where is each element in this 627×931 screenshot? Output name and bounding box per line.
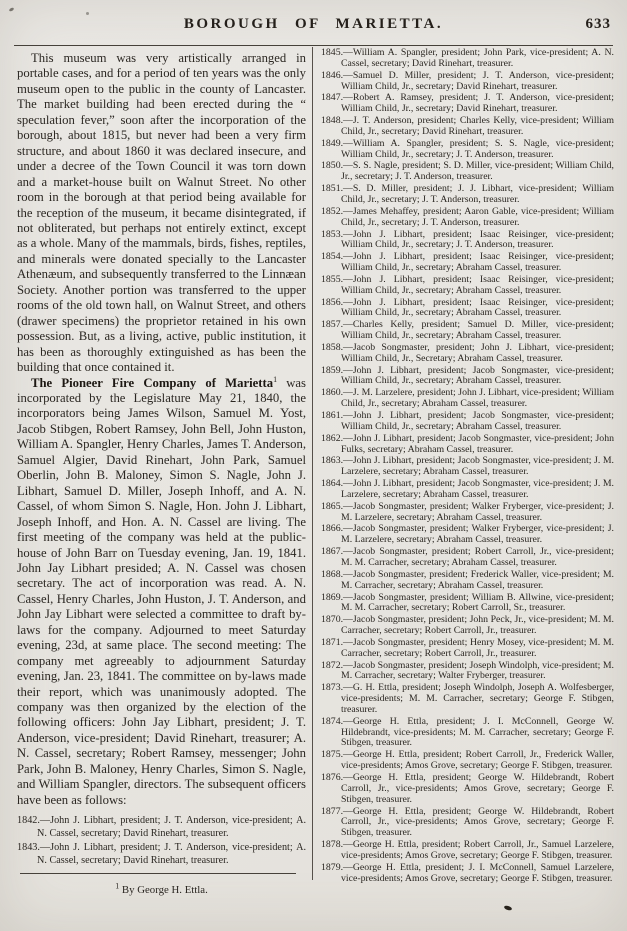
officer-entry	[321, 502, 614, 524]
entry-text: —George H. Ettla, president; J. I. McConnell, Samuel Larzelere, vice-presidents; Amos Grove, secretary; George F. Stibgen, treasurer.	[341, 861, 614, 884]
entry-text: —Jacob Songmaster, president; William B. Allwine, vice-president; M. M. Carracher, secretary; Robert Carroll, Sr., treasurer.	[341, 591, 614, 614]
footnote-marker: 1	[273, 374, 278, 384]
museum-paragraph: This museum was very artistically arranged in portable cases, and for a period of ten years was the only museum open to the public in the county of Lancaster. The market building had been erected during the “ speculation fever,” soon after the incorporation of the borough, about 1815, but never had been a very firm structure, and about 1860 it was declared insecure, and under a decree of the Town Council it was torn down and a market-house built on Walnut Street. No other room in the borough at that period being available for the reception of the museum, it became disintegrated, if not obliterated, but perhaps not entirely extinct, except as a whole. Many of the mammals, birds, fishes, reptiles, and minerals were donated specially to the Lancaster Athenæum, and subsequently transferred to the Linnæan Society. Another portion was transferred to the upper rooms of the old town hall, on Walnut Street, and others (drawer specimens) the proprietor retained in his own possession. But, as a living, active, public institution, it has been as thoroughly extinguished as has been the building that once contained it.	[17, 51, 306, 375]
entry-text: —George H. Ettla, president; Robert Carroll, Jr., Samuel Larzelere, vice-presidents; Amos Grove, secretary; George F. Stibgen, treasurer.	[341, 839, 614, 861]
entry-text: —George H. Ettla, president; George W. Hildebrandt, Robert Carroll, Jr., vice-presidents; Amos Grove, secretary; George F. Stibgen, treasurer.	[341, 772, 614, 805]
entry-year: 1858.	[321, 341, 344, 353]
entry-text: —Jacob Songmaster, president; Frederick Waller, vice-president; M. M. Carracher, secretary; Abraham Cassel, treasurer.	[341, 568, 614, 591]
officer-entry	[321, 683, 614, 716]
entry-year: 1863.	[321, 455, 344, 467]
footnote	[17, 881, 306, 896]
officer-entry	[321, 116, 614, 138]
entry-text: —G. H. Ettla, president; Joseph Windolph, Joseph A. Wolfesberger, vice-presidents; M. M. Carracher, secretary; George F. Stibgen, treasurer.	[341, 682, 614, 715]
entry-text: —James Mehaffey, president; Aaron Gable, vice-president; William Child, Jr., secretary; J. T. Anderson, treasurer.	[341, 205, 614, 228]
entry-text: —Samuel D. Miller, president; J. T. Anderson, vice-president; William Child, Jr., secretary; David Rinehart, treasurer.	[341, 69, 614, 92]
entry-year: 1879.	[321, 861, 344, 873]
officer-entry	[321, 570, 614, 592]
entry-year: 1847.	[321, 92, 344, 104]
officer-entry	[321, 298, 614, 320]
officer-entry	[321, 638, 614, 660]
entry-text: —John J. Libhart, president; Jacob Songmaster, vice-president; J. M. Larzelere, secretary; Abraham Cassel, treasurer.	[341, 455, 614, 478]
entry-year: 1875.	[321, 749, 344, 761]
officer-entry	[321, 524, 614, 546]
entry-text: —George H. Ettla, president; Robert Carroll, Jr., Frederick Waller, vice-presidents; Amos Grove, secretary; George F. Stibgen, treasurer.	[341, 749, 614, 772]
footnote-marker: 1	[115, 881, 120, 891]
officer-entry	[321, 661, 614, 683]
officer-entry	[321, 840, 614, 862]
officer-entry	[321, 547, 614, 569]
entry-year: 1877.	[321, 805, 344, 817]
entry-year: 1846.	[321, 69, 344, 81]
entry-year: 1850.	[321, 160, 344, 172]
entry-year: 1870.	[321, 614, 344, 626]
officer-entry	[17, 815, 306, 841]
entry-text	[37, 842, 306, 866]
entry-year: 1843.	[17, 842, 40, 854]
officer-entry	[321, 593, 614, 615]
footnote-separator-rule	[20, 873, 296, 874]
officer-entry	[321, 615, 614, 637]
entry-year: 1848.	[321, 115, 344, 127]
entry-text: —S. D. Miller, president; J. J. Libhart, vice-president; William Child, Jr., secretary; J. T. Anderson, treasurer.	[341, 183, 614, 205]
entry-year: 1874.	[321, 715, 344, 727]
entry-year: 1851.	[321, 183, 344, 195]
entry-text: —John J. Libhart, president; Jacob Songmaster, vice-president; J. M. Larzelere, secretary; Abraham Cassel, treasurer.	[341, 478, 614, 500]
officer-entry	[321, 863, 614, 885]
entry-year: 1859.	[321, 364, 344, 376]
entry-text: —George H. Ettla, president; J. I. McConnell, George W. Hildebrandt, vice-presidents; M. M. Carracher, secretary; George F. Stibgen, treasurer.	[341, 715, 614, 749]
officer-entry	[321, 161, 614, 183]
officer-entry	[321, 434, 614, 456]
column-divider-rule	[312, 47, 313, 880]
entry-text: —William A. Spangler, president; John Park, vice-president; A. N. Cassel, secretary; David Rinehart, treasurer.	[341, 48, 614, 69]
officer-entry	[321, 366, 614, 388]
entry-text: —John J. Libhart, president; Isaac Reisinger, vice-president; William Child, Jr., secretary; Abraham Cassel, treasurer.	[341, 296, 614, 319]
officer-entry	[321, 252, 614, 274]
entry-year: 1862.	[321, 432, 344, 444]
entry-year: 1857.	[321, 319, 344, 331]
officer-entry	[321, 320, 614, 342]
officer-entry	[321, 343, 614, 365]
entry-year: 1856.	[321, 296, 344, 308]
entry-text: —George H. Ettla, president; George W. Hildebrandt, Robert Carroll, Jr., vice-presidents; Amos Grove, secretary; George F. Stibgen, treasurer.	[341, 805, 614, 839]
entry-text: —Jacob Songmaster, president; Walker Fryberger, vice-president; J. M. Larzelere, secretary; Abraham Cassel, treasurer.	[341, 523, 614, 546]
officer-entry	[321, 71, 614, 93]
entry-text: —John J. Libhart, president; Isaac Reisinger, vice-president; William Child, Jr., secretary; Abraham Cassel, treasurer.	[341, 251, 614, 274]
officer-entry	[321, 479, 614, 501]
entry-year: 1873.	[321, 682, 344, 694]
entry-year: 1869.	[321, 591, 344, 603]
entry-text: —Jacob Songmaster, president; John Peck, Jr., vice-president; M. M. Carracher, secretary; Robert Carroll, Jr., treasurer.	[341, 614, 614, 637]
header-rule	[14, 45, 613, 46]
entry-text: —John J. Libhart, president; Jacob Songmaster, vice-president; John Fulks, secretary; Abraham Cassel, treasurer.	[341, 432, 614, 455]
entry-text: —Jacob Songmaster, president; Joseph Windolph, vice-president; M. M. Carracher, secretary; Walter Fryberger, treasurer.	[341, 659, 614, 682]
officer-entry	[17, 842, 306, 868]
entry-text: —J. M. Larzelere, president; John J. Libhart, vice-president; William Child, Jr., secretary; Abraham Cassel, treasurer.	[341, 387, 614, 410]
entry-year: 1864.	[321, 478, 344, 490]
officer-entry	[321, 456, 614, 478]
entry-year: 1878.	[321, 839, 344, 851]
entry-text: —William A. Spangler, president; S. S. Nagle, vice-president; William Child, Jr., secretary; J. T. Anderson, treasurer.	[341, 137, 614, 160]
entry-year: 1867.	[321, 546, 344, 558]
entry-text: —S. S. Nagle, president; S. D. Miller, vice-president; William Child, Jr., secretary; J. T. Anderson, treasurer.	[341, 160, 614, 183]
entry-year: 1861.	[321, 410, 344, 421]
officer-entry	[321, 717, 614, 750]
entry-text: —John J. Libhart, president; Jacob Songmaster, vice-president; William Child, Jr., secretary; Abraham Cassel, treasurer.	[341, 410, 614, 432]
entry-text: —John J. Libhart, president; Isaac Reisinger, vice-president; William Child, Jr., secretary; Abraham Cassel, treasurer.	[341, 273, 614, 296]
entry-year: 1866.	[321, 523, 344, 535]
entry-year: 1868.	[321, 568, 344, 580]
officer-entry	[321, 48, 614, 70]
entry-year: 1872.	[321, 659, 344, 671]
entry-year: 1854.	[321, 251, 344, 263]
entry-year: 1855.	[321, 273, 344, 285]
officer-entry	[321, 207, 614, 229]
entry-text: —Robert A. Ramsey, president; J. T. Anderson, vice-president; William Child, Jr., secretary; David Rinehart, treasurer.	[341, 92, 614, 115]
ink-speck	[504, 905, 513, 911]
officer-entry	[321, 411, 614, 433]
officer-entry	[321, 388, 614, 410]
officer-entry	[321, 275, 614, 297]
entry-text: —Charles Kelly, president; Samuel D. Miller, vice-president; William Child, Jr., secretary; Abraham Cassel, treasurer.	[341, 319, 614, 342]
entry-year: 1852.	[321, 205, 344, 217]
left-column	[17, 51, 306, 869]
right-column	[321, 48, 614, 900]
officer-entry	[321, 184, 614, 206]
page-header-title: BOROUGH OF MARIETTA.	[183, 16, 444, 32]
entry-year: 1842.	[17, 815, 40, 827]
officer-entry	[321, 139, 614, 161]
officer-entry	[321, 773, 614, 806]
entry-text: —John J. Libhart, president; J. T. Anderson, vice-president; A. N. Cassel, secretary; David Rinehart, treasurer.	[37, 815, 306, 840]
officer-entry	[321, 93, 614, 115]
entry-text: —John J. Libhart, president; Isaac Reisinger, vice-president; William Child, Jr., secretary; J. T. Anderson, treasurer.	[341, 228, 614, 251]
entry-year: 1845.	[321, 48, 344, 58]
entry-text: —Jacob Songmaster, president; Robert Carroll, Jr., vice-president; M. M. Carracher, secretary; Abraham Cassel, treasurer.	[341, 546, 614, 568]
entry-year: 1876.	[321, 772, 344, 783]
ink-speck	[86, 12, 89, 15]
officer-entries-1845-1879	[321, 48, 614, 884]
ink-speck	[9, 7, 15, 12]
entry-text: —J. T. Anderson, president; Charles Kelly, vice-president; William Child, Jr., secretary; David Rinehart, treasurer.	[341, 115, 614, 137]
page-number: 633	[585, 16, 611, 32]
officer-entry	[321, 807, 614, 840]
entry-text: —Jacob Songmaster, president; John J. Libhart, vice-president; William Child, Jr., Secretary; Abraham Cassel, treasurer.	[341, 341, 614, 364]
entry-year: 1853.	[321, 228, 344, 240]
entry-text: —Jacob Songmaster, president; Henry Mosey, vice-president; M. M. Carracher, secretary; Robert Carroll, Jr., treasurer.	[341, 636, 614, 659]
entry-year: 1865.	[321, 500, 344, 512]
pioneer-body-text: was incorporated by the Legislature May 21, 1840, the incorporators being James Wilson, Samuel M. Yost, Jacob Stibgen, Robert Ramsey, John Bell, John Huston, William A. Spangler, Henry Charles, James T. Anderson, Samuel Algier, David Rinehart, John Park, Samuel Oberlin, John B. Maloney, Simon S. Nagle, John J. Libhart, Samuel D. Miller, Joseph Inhoff, and A. N. Cassel, of whom Simon S. Nagle, Hon. John J. Libhart, Joseph Inhoff, and Hon. A. N. Cassel are living. The first meeting of the company was held at the public-house of John Barr on Tuesday evening, Jan. 19, 1841. John Jay Libhart presided; A. N. Cassel was chosen secretary. The act of incorporation was read. A. N. Cassel, Henry Charles, John Huston, J. T. Anderson, and John Jay Libhart were selected a committee to draft by-laws for the company. Adjourned to meet Saturday evening, 23d, at same place. The second meeting: The company met agreeably to adjournment Saturday evening, Jan. 23, 1841. The committee on by-laws made their report, which was unanimously adopted. The company was then organized by the election of the following officers: John Jay Libhart, president; J. T. Anderson, vice-president; David Rinehart, treasurer; A. N. Cassel, secretary; Robert Ramsey, messenger; John Park, John B. Maloney, Henry Charles, Simon S. Nagle, and William Spangler, directors. The subsequent officers have been as follows:	[17, 375, 306, 807]
entry-text: —Jacob Songmaster, president; Walker Fryberger, vice-president; J. M. Larzelere, secretary; Abraham Cassel, treasurer.	[341, 500, 614, 523]
entry-text: —John J. Libhart, president; Jacob Songmaster, vice-president; William Child, Jr., secretary; Abraham Cassel, treasurer.	[341, 364, 614, 387]
officer-entry	[321, 750, 614, 772]
entry-year: 1849.	[321, 137, 344, 149]
pioneer-heading: The Pioneer Fire Company of Marietta	[31, 375, 274, 390]
entry-year: 1871.	[321, 636, 344, 648]
pioneer-fire-company-paragraph	[17, 376, 306, 809]
officer-entry	[321, 230, 614, 252]
entry-year: 1860.	[321, 387, 344, 399]
officer-entries-1842-1844	[17, 815, 306, 869]
footnote-text: By George H. Ettla.	[121, 884, 208, 896]
